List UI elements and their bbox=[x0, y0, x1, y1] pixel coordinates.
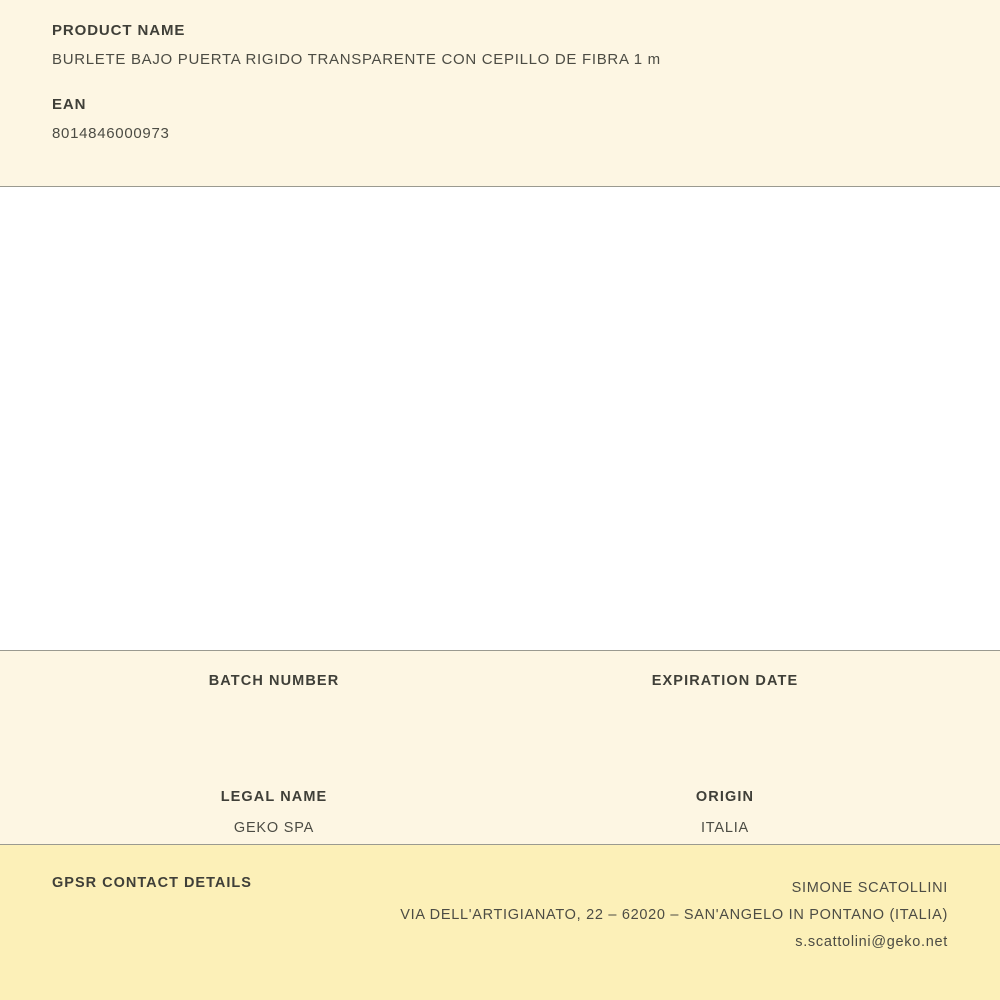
legal-name-label: LEGAL NAME bbox=[220, 789, 328, 805]
gpsr-contact-label: GPSR CONTACT DETAILS bbox=[52, 875, 252, 891]
origin-field bbox=[500, 789, 950, 837]
product-name-field bbox=[52, 22, 950, 68]
origin-value: ITALIA bbox=[700, 820, 750, 836]
product-name-label: PRODUCT NAME bbox=[52, 22, 186, 39]
gpsr-contact-block bbox=[400, 875, 948, 956]
batch-number-field bbox=[49, 673, 499, 721]
details-row-batch-expiration bbox=[50, 673, 950, 721]
legal-name-field bbox=[49, 789, 499, 837]
product-name-value: BURLETE BAJO PUERTA RIGIDO TRANSPARENTE CON CEPILLO DE FIBRA 1 m bbox=[52, 51, 661, 68]
ean-label: EAN bbox=[52, 96, 87, 113]
contact-address: VIA DELL'ARTIGIANATO, 22 – 62020 – SAN'ANGELO IN PONTANO (ITALIA) bbox=[400, 907, 948, 923]
ean-value: 8014846000973 bbox=[52, 125, 170, 142]
batch-number-label: BATCH NUMBER bbox=[208, 673, 340, 689]
contact-email[interactable]: s.scattolini@geko.net bbox=[795, 934, 948, 950]
contact-name: SIMONE SCATOLLINI bbox=[791, 880, 948, 896]
expiration-date-value bbox=[500, 704, 950, 721]
expiration-date-field bbox=[500, 673, 950, 721]
details-row-legal-origin bbox=[50, 789, 950, 837]
gpsr-footer bbox=[0, 845, 1000, 1000]
product-details-section bbox=[0, 651, 1000, 845]
origin-label: ORIGIN bbox=[695, 789, 755, 805]
product-image-area bbox=[0, 187, 1000, 651]
batch-number-value bbox=[49, 704, 499, 721]
legal-name-value: GEKO SPA bbox=[233, 820, 315, 836]
expiration-date-label: EXPIRATION DATE bbox=[651, 673, 799, 689]
product-info-section bbox=[0, 0, 1000, 187]
ean-field bbox=[52, 96, 950, 142]
